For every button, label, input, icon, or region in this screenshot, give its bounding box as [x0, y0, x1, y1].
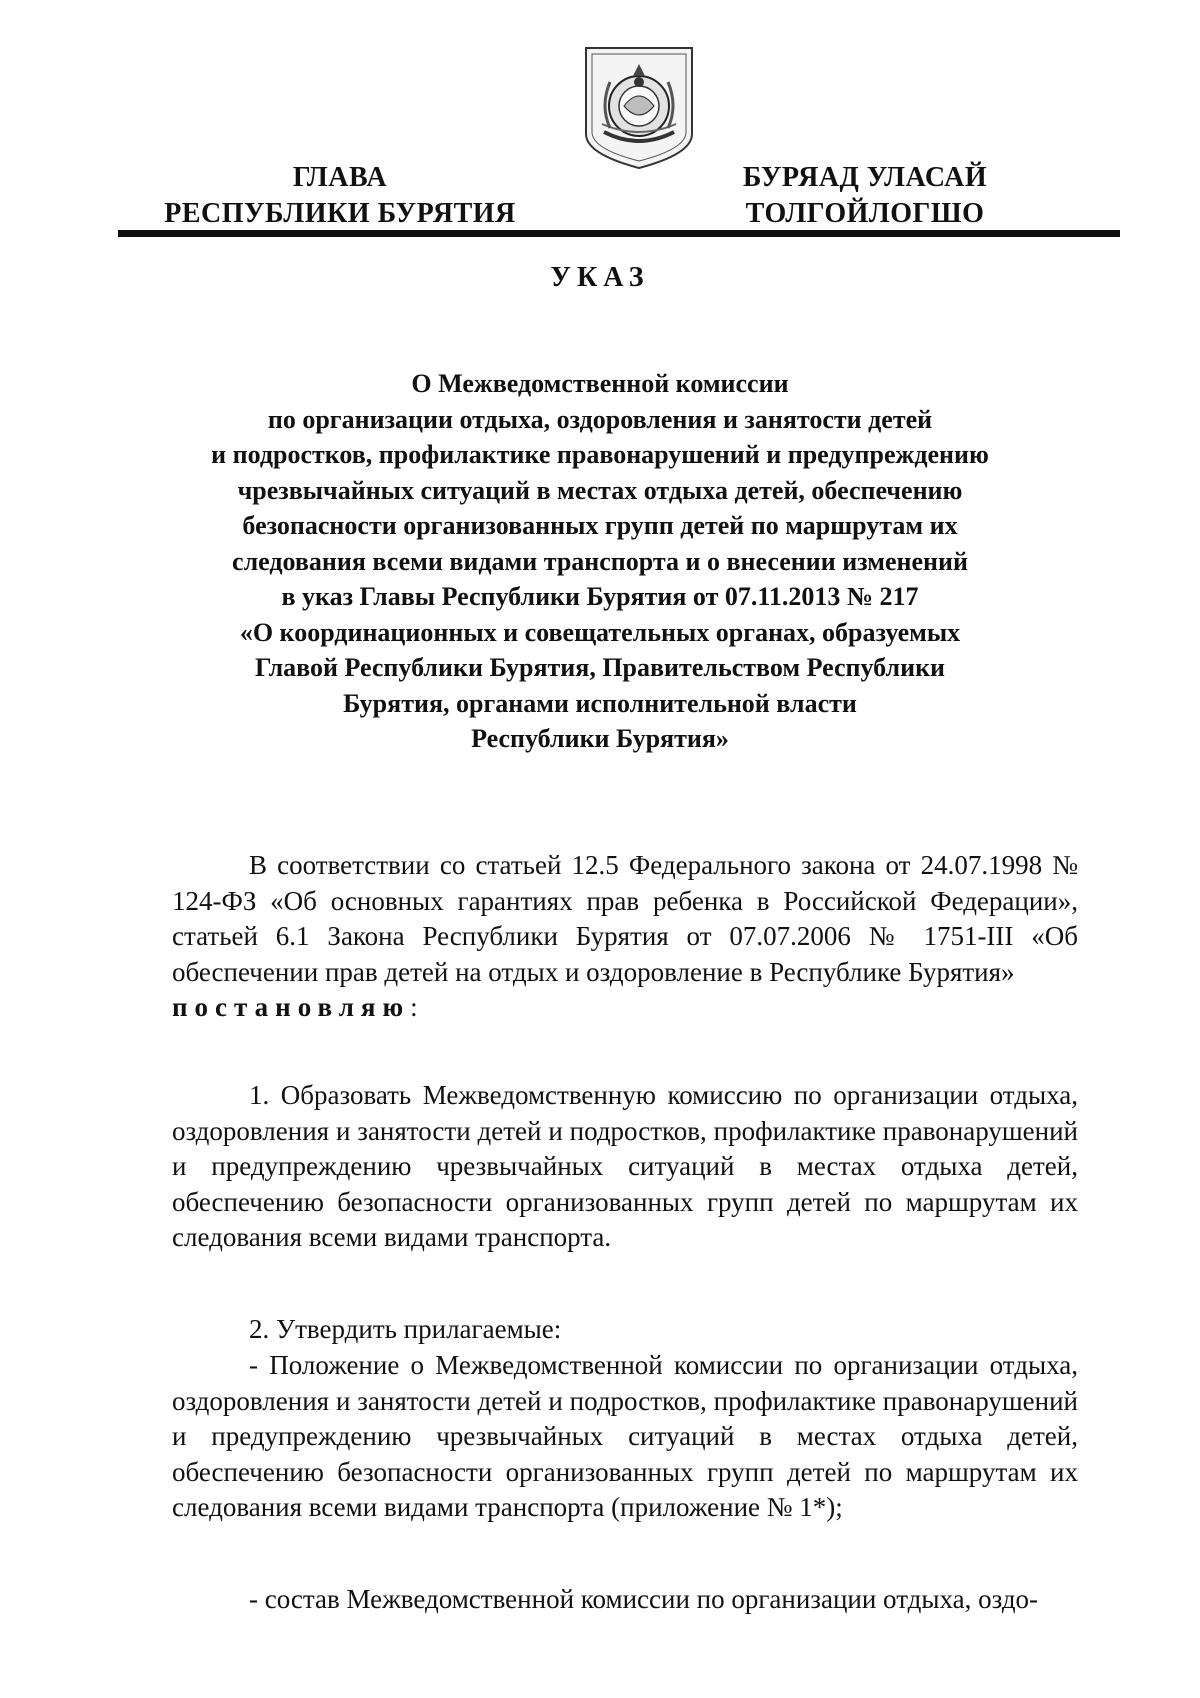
decree-word: постановляю: [172, 992, 411, 1022]
title-line: Бурятия, органами исполнительной власти: [343, 688, 857, 718]
title-line: и подростков, профилактике правонарушений и предупреждению: [211, 440, 989, 469]
header-left-authority: [150, 160, 530, 232]
item-2-a-paragraph: [172, 1348, 1078, 1526]
preamble-text: В соответствии со статьей 12.5 Федерального закона от 24.07.1998 № 124-ФЗ «Об основных гарантиях прав ребенка в Российской Федерации», статьей 6.1 Закона Республики Бурятия от 07.07.2006 № 1751-III «Об обеспечении прав детей на отдых и оздоровление в Республике Бурятия»: [172, 850, 1078, 987]
title-line: следования всеми видами транспорта и о внесении изменений: [232, 546, 968, 576]
document-type-title: УКАЗ: [550, 262, 650, 293]
title-line: по организации отдыха, оздоровления и занятости детей: [267, 404, 933, 434]
item-2-a-text: - Положение о Межведомственной комиссии по организации отдыха, оздоровления и занятости детей и подростков, профилактике правонарушений и предупреждению чрезвычайных ситуаций в местах отдыха детей, обеспечению безопасности организованных групп детей по маршрутам их следования всеми видами транспорта (приложение № 1*);: [172, 1350, 1078, 1522]
item-2-intro-text: 2. Утвердить прилагаемые:: [249, 1314, 562, 1344]
item-2-intro-paragraph: [172, 1312, 1078, 1348]
decree-formula: [172, 990, 1078, 1026]
item-1-paragraph: [172, 1078, 1078, 1256]
header-left-line2: РЕСПУБЛИКИ БУРЯТИЯ: [164, 198, 516, 229]
preamble-paragraph: [172, 848, 1078, 1026]
decree-colon: :: [410, 992, 418, 1022]
header-divider: [118, 230, 1120, 237]
title-line: Республики Бурятия»: [471, 724, 729, 753]
item-1-text: 1. Образовать Межведомственную комиссию по организации отдыха, оздоровления и занятости детей и подростков, профилактике правонарушений и предупреждению чрезвычайных ситуаций в местах отдыха детей, обеспечению безопасности организованных групп детей по маршрутам их следования всеми видами транспорта.: [172, 1080, 1078, 1252]
title-line: О Межведомственной комиссии: [411, 369, 789, 398]
emblem-icon: [580, 42, 698, 172]
title-line: Главой Республики Бурятия, Правительством Республики: [254, 653, 946, 682]
header-right-line2: ТОЛГОЙЛОГШО: [745, 198, 985, 229]
item-2-b-text: - состав Межведомственной комиссии по организации отдыха, оздо-: [249, 1584, 1039, 1614]
title-line: «О координационных и совещательных органах, образуемых: [239, 617, 961, 647]
coat-of-arms-emblem: [580, 42, 698, 172]
title-line: чрезвычайных ситуаций в местах отдыха детей, обеспечению: [237, 475, 963, 505]
header-right-line1: БУРЯАД УЛАСАЙ: [742, 162, 988, 193]
header-right-authority: [700, 160, 1030, 232]
title-line: безопасности организованных групп детей по маршрутам их: [242, 511, 958, 540]
header-left-line1: ГЛАВА: [292, 162, 388, 193]
item-2-b-paragraph: [172, 1582, 1078, 1618]
title-line: в указ Главы Республики Бурятия от 07.11.2013 № 217: [281, 582, 919, 611]
decree-title: [130, 366, 1070, 757]
